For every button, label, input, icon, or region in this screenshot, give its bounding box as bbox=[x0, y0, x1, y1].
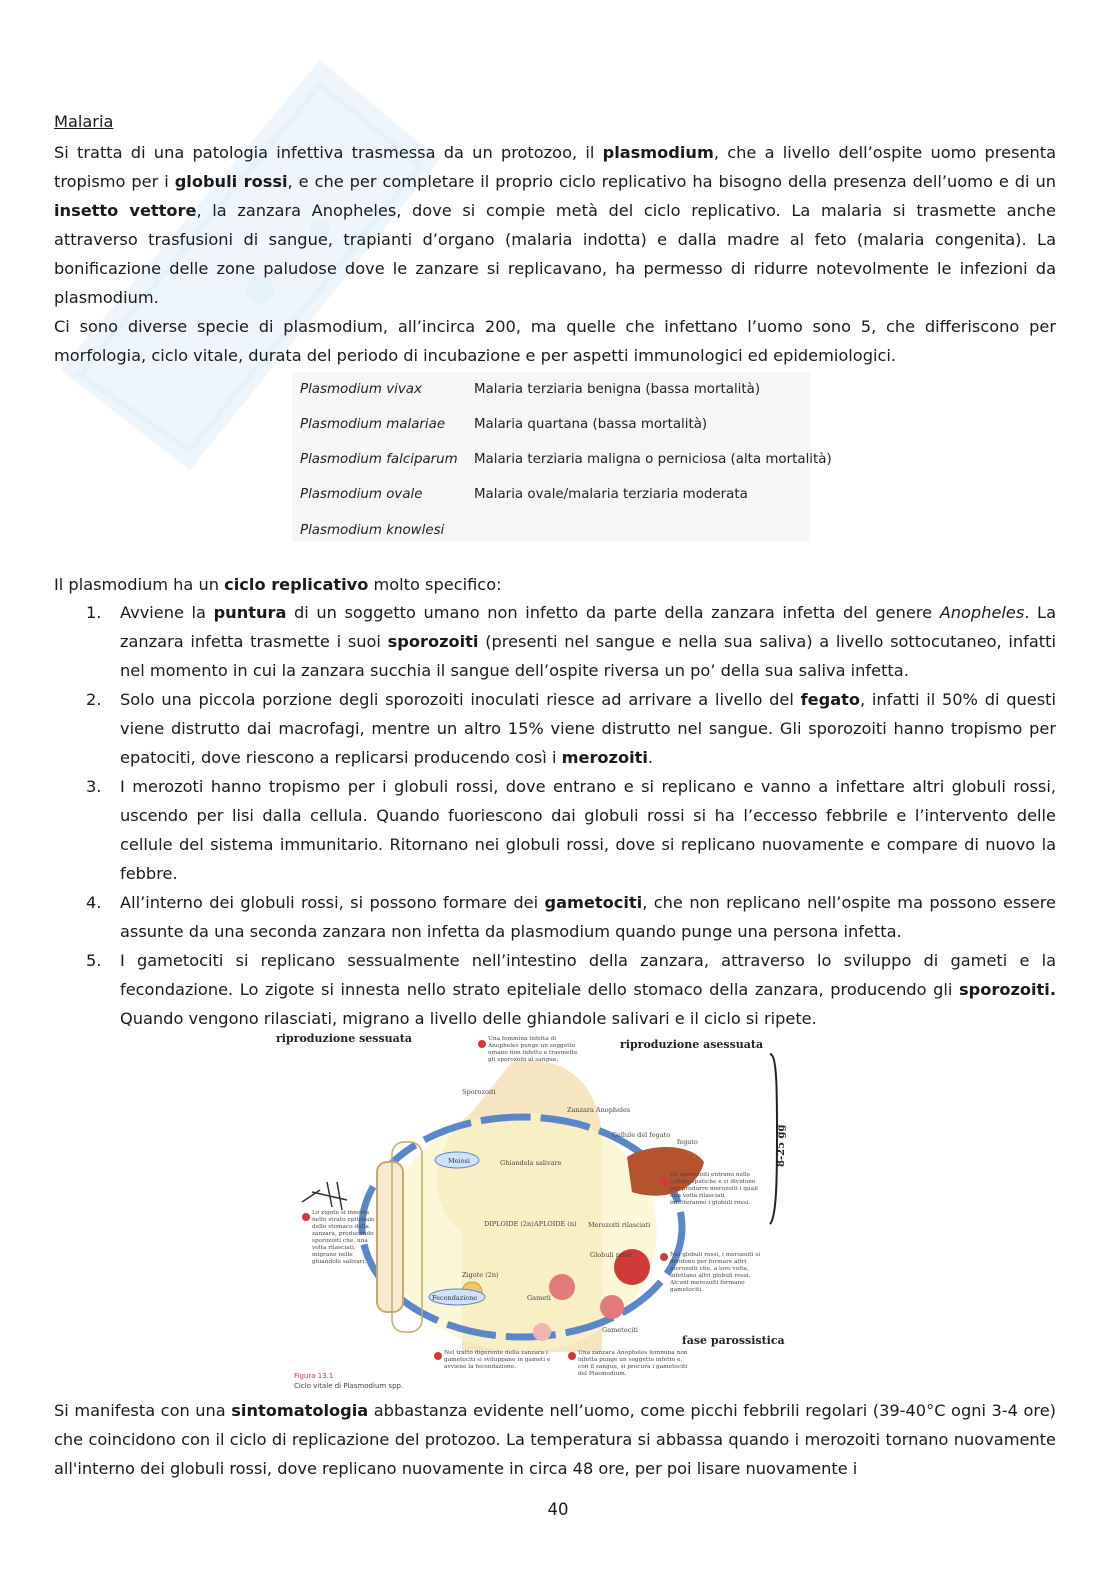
figure-caption-text: Ciclo vitale di Plasmodium spp. bbox=[294, 1382, 404, 1390]
species-table bbox=[292, 372, 832, 542]
label-red-cells: Globuli rossi bbox=[590, 1251, 632, 1259]
note-liver: Gli sporozoiti entrano nelle cellule epatiche e si dividono per produrre merozoiti i quali una volta rilasciati infetteranno i globuli rossi. bbox=[670, 1172, 758, 1206]
red-blood-cell bbox=[549, 1274, 575, 1300]
bold-ciclo-replicativo: ciclo replicativo bbox=[224, 575, 369, 594]
red-blood-cell bbox=[533, 1323, 551, 1341]
cycle-intro-paragraph: Il plasmodium ha un ciclo replicativo molto specifico: bbox=[54, 575, 502, 594]
label-liver: fegato bbox=[677, 1138, 698, 1146]
bold-sintomatologia: sintomatologia bbox=[231, 1401, 369, 1420]
label-zygote: Zigote (2n) bbox=[462, 1271, 499, 1279]
species-description: Malaria ovale/malaria terziaria moderata bbox=[474, 487, 748, 502]
red-blood-cell bbox=[600, 1295, 624, 1319]
species-name: Plasmodium vivax bbox=[300, 382, 422, 397]
label-salivary-gland: Ghiandola salivare bbox=[500, 1159, 562, 1167]
figure-caption-label: Figura 13.1 bbox=[294, 1372, 334, 1380]
label-merozoites: Merozoiti rilasciati bbox=[588, 1221, 651, 1229]
list-item: 5. I gametociti si replicano sessualmente nell’intestino della zanzara, attraverso lo sviluppo di gameti e la fecondazione. Lo zigote si innesta nello strato epiteliale dello stomaco della zanzara, producendo gli sporozoiti. Quando vengono rilasciati, migrano a livello delle ghiandole salivari e il ciclo si ripete. bbox=[86, 951, 1056, 1028]
label-fertilization: Fecondazione bbox=[432, 1294, 478, 1302]
species-intro-paragraph: Ci sono diverse specie di plasmodium, all’incirca 200, ma quelle che infettano l’uomo sono 5, che differiscono per morfologia, ciclo vitale, durata del periodo di incubazione e per aspetti immunologici ed epidemiologici. bbox=[54, 317, 1056, 365]
list-item: 3. I merozoti hanno tropismo per i globuli rossi, dove entrano e si replicano e vanno a infettare altri globuli rossi, uscendo per lisi dalla cellula. Quando fuoriescono dai globuli rossi si ha l’eccesso febbrile e l’intervento delle cellule del sistema immunitario. Ritornano nei globuli rossi, dove si replicano nuovamente e compare di nuovo la febbre. bbox=[86, 777, 1056, 883]
page-number: 40 bbox=[547, 1500, 569, 1519]
label-gametes: Gameti bbox=[527, 1294, 551, 1302]
plasmodium-life-cycle-figure bbox=[272, 1032, 802, 1397]
cycle-steps-list bbox=[54, 598, 1056, 1033]
label-diploid: DIPLOIDE (2n) bbox=[484, 1220, 534, 1228]
species-description: Malaria terziaria maligna o perniciosa (alta mortalità) bbox=[474, 452, 832, 467]
species-description: Malaria terziaria benigna (bassa mortalità) bbox=[474, 382, 761, 397]
symptoms-paragraph: Si manifesta con una sintomatologia abbastanza evidente nell’uomo, come picchi febbrili regolari (39-40°C ogni 3-4 ore) che coincidono con il ciclo di replicazione del protozoo. La temperatura si abbassa quando i merozoiti tornano nuovamente all'interno dei globuli rossi, dove replicano nuovamente in circa 48 ore, per poi lisare nuovamente i bbox=[54, 1401, 1056, 1478]
section-title: Malaria bbox=[54, 112, 114, 131]
label-paroxysmal-phase: fase parossistica bbox=[682, 1334, 785, 1347]
note-zygote: Lo zigote si innesta nello strato epiteliale dello stomaco della zanzara, producendo sporozoiti che, una volta rilasciati, migrano nelle ghiandole salivari. bbox=[312, 1210, 375, 1265]
list-item: 2. Solo una piccola porzione degli sporozoiti inoculati riesce ad arrivare a livello del fegato, infatti il 50% di questi viene distrutto dai macrofagi, mentre un altro 15% viene distrutto nel sangue. Gli sporozoiti hanno tropismo per epatociti, dove riescono a replicarsi producendo così i merozoiti. bbox=[86, 690, 1056, 767]
bold-globuli-rossi: globuli rossi bbox=[174, 172, 288, 191]
label-mosquito: Zanzara Anopheles bbox=[567, 1106, 631, 1114]
species-name: Plasmodium malariae bbox=[300, 417, 446, 432]
label-meiosis: Meiosi bbox=[448, 1157, 470, 1165]
label-days: 8-25 gg bbox=[776, 1124, 787, 1167]
note-bite: Una femmina infetta di Anopheles punge un soggetto umano non infetto e trasmette gli sporozoiti al sangue. bbox=[488, 1036, 578, 1063]
label-sporozoites: Sporozoiti bbox=[462, 1088, 496, 1096]
label-gametocytes: Gametociti bbox=[602, 1326, 639, 1334]
label-asexual-reproduction: riproduzione asessuata bbox=[620, 1038, 764, 1051]
species-description: Malaria quartana (bassa mortalità) bbox=[474, 417, 708, 432]
species-name: Plasmodium ovale bbox=[300, 487, 423, 502]
label-sexual-reproduction: riproduzione sessuata bbox=[276, 1032, 412, 1045]
note-gut: Nel tratto digerente della zanzara i gametociti si sviluppano in gameti e avviene la fecondazione. bbox=[444, 1350, 551, 1370]
list-item: 4. All’interno dei globuli rossi, si possono formare dei gametociti, che non replicano nell’ospite ma possono essere assunte da una seconda zanzara non infetta da plasmodium quando punge una persona infetta. bbox=[86, 893, 1056, 941]
list-item: 1. Avviene la puntura di un soggetto umano non infetto da parte della zanzara infetta del genere Anopheles. La zanzara infetta trasmette i suoi sporozoiti (presenti nel sangue e nella sua saliva) a livello sottocutaneo, infatti nel momento in cui la zanzara succhia il sangue dell’ospite riversa un po’ della sua saliva infetta. bbox=[86, 603, 1056, 680]
bold-plasmodium: plasmodium bbox=[602, 143, 714, 162]
note-red-cells: Nei globuli rossi, i merozoiti si dividono per formare altri merozoiti che, a loro volta, infettano altri globuli rossi. Alcuni merozoiti formano gametociti. bbox=[670, 1252, 761, 1293]
note-second-bite: Una zanzara Anopheles femmina non infetta punge un soggetto infetto e, con il sangue, si procura i gametociti del Plasmodium. bbox=[578, 1350, 688, 1377]
bold-insetto-vettore: insetto vettore bbox=[54, 201, 197, 220]
species-name: Plasmodium knowlesi bbox=[300, 523, 445, 538]
species-name: Plasmodium falciparum bbox=[300, 452, 458, 467]
intro-paragraph: Si tratta di una patologia infettiva trasmessa da un protozoo, il plasmodium, che a livello dell’ospite uomo presenta tropismo per i globuli rossi, e che per completare il proprio ciclo replicativo ha bisogno della presenza dell’uomo e di un insetto vettore, la zanzara Anopheles, dove si compie metà del ciclo replicativo. La malaria si trasmette anche attraverso trasfusioni di sangue, trapianti d’organo (malaria indotta) e dalla madre al feto (malaria congenita). La bonificazione delle zone paludose dove le zanzare si replicavano, ha permesso di ridurre notevolmente le infezioni da plasmodium. bbox=[54, 143, 1056, 307]
label-liver-cells: Cellule del fegato bbox=[612, 1131, 671, 1139]
label-haploid: APLOIDE (n) bbox=[534, 1220, 577, 1228]
